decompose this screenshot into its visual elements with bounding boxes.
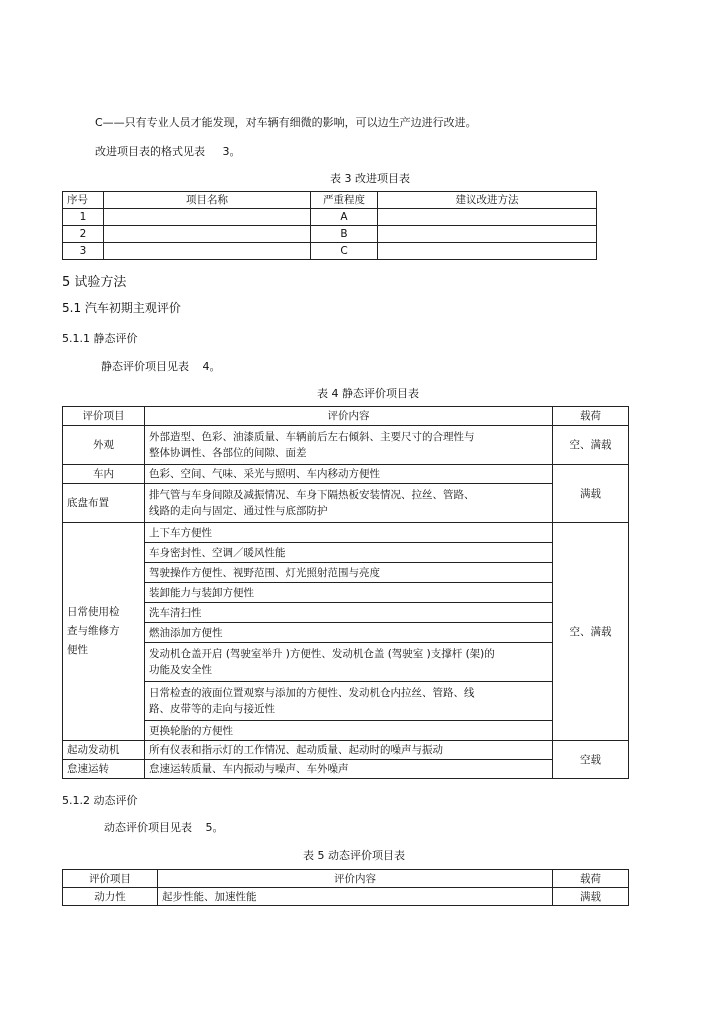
- table-cell: [378, 226, 597, 243]
- table-cell: [145, 484, 553, 523]
- table-cell: 洗车清扫性: [145, 603, 553, 623]
- table-cell: 装卸能力与装卸方便性: [145, 583, 553, 603]
- dynamic-evaluation-table: [62, 869, 629, 906]
- table3-ref-number: 3。: [222, 145, 241, 158]
- table-cell: 怠速运转质量、车内振动与噪声、车外噪声: [145, 760, 553, 779]
- table3-header-row: [63, 192, 597, 209]
- table-cell: [378, 243, 597, 260]
- paragraph-severity-c: C——只有专业人员才能发现，对车辆有细微的影响，可以边生产边进行改进。: [95, 116, 477, 129]
- section-5-1-2-heading: 5.1.2 动态评价: [62, 794, 138, 807]
- table-row: [63, 682, 629, 721]
- table4-ref-number: 4。: [202, 360, 221, 373]
- table4-header-cell: 载荷: [553, 407, 629, 426]
- table-row: [63, 465, 629, 484]
- table-cell: 2: [63, 226, 104, 243]
- table-cell: 满载: [553, 465, 629, 523]
- table-row: [63, 741, 629, 760]
- table-cell: 底盘布置: [63, 484, 145, 523]
- table4-header-cell: 评价内容: [145, 407, 553, 426]
- paragraph-table3-ref: [95, 143, 241, 159]
- content-line: 整体协调性、各部位的间隙、面差: [149, 447, 307, 459]
- table-row: [63, 643, 629, 682]
- table5-caption: 表 5 动态评价项目表: [303, 849, 405, 862]
- table4-caption: 表 4 静态评价项目表: [317, 387, 419, 400]
- table-cell: 所有仪表和指示灯的工作情况、起动质量、起动时的噪声与振动: [145, 741, 553, 760]
- table3-header-cell: 序号: [63, 192, 104, 209]
- table-row: [63, 603, 629, 623]
- table-cell: 驾驶操作方便性、视野范围、灯光照射范围与亮度: [145, 563, 553, 583]
- paragraph-table4-ref: [101, 358, 221, 374]
- table5-ref-text: 动态评价项目见表: [104, 821, 192, 834]
- table5-header-cell: 评价内容: [158, 870, 553, 888]
- content-line: 线路的走向与固定、通过性与底部防护: [149, 505, 328, 517]
- table-cell: 上下车方便性: [145, 523, 553, 543]
- table-cell: 色彩、空间、气味、采光与照明、车内移动方便性: [145, 465, 553, 484]
- table-cell: 空载: [553, 741, 629, 779]
- content-line: 便性: [67, 644, 88, 656]
- table-cell: [145, 643, 553, 682]
- table-cell: [104, 209, 311, 226]
- table-cell: 动力性: [63, 888, 158, 906]
- table5-header-row: [63, 870, 629, 888]
- table-cell: [104, 243, 311, 260]
- table-cell: 怠速运转: [63, 760, 145, 779]
- table-cell: [145, 426, 553, 465]
- table-row: [63, 623, 629, 643]
- table3-header-cell: 建议改进方法: [378, 192, 597, 209]
- table-cell: [145, 682, 553, 721]
- table-cell: 满载: [553, 888, 629, 906]
- improvement-table: [62, 191, 597, 260]
- content-line: 发动机仓盖开启 (驾驶室举升 )方便性、发动机仓盖 (驾驶室 )支撑杆 (架)的: [149, 648, 495, 660]
- table-cell: [63, 523, 145, 741]
- table-cell: 外观: [63, 426, 145, 465]
- table-cell: 车内: [63, 465, 145, 484]
- table-row: [63, 484, 629, 523]
- section-5-1-heading: 5.1 汽车初期主观评价: [62, 301, 181, 315]
- content-line: 日常检查的液面位置观察与添加的方便性、发动机仓内拉丝、管路、线: [149, 687, 475, 699]
- content-line: 路、皮带等的走向与接近性: [149, 703, 275, 715]
- table-row: [63, 543, 629, 563]
- table-cell: 更换轮胎的方便性: [145, 721, 553, 741]
- table-row: [63, 563, 629, 583]
- table-row: [63, 721, 629, 741]
- table-cell: [104, 226, 311, 243]
- table3-header-cell: 项目名称: [104, 192, 311, 209]
- table-row: [63, 760, 629, 779]
- table-row: [63, 888, 629, 906]
- content-line: 排气管与车身间隙及减振情况、车身下隔热板安装情况、拉丝、管路、: [149, 489, 475, 501]
- table-cell: C: [311, 243, 378, 260]
- content-line: 外部造型、色彩、油漆质量、车辆前后左右倾斜、主要尺寸的合理性与: [149, 431, 475, 443]
- content-line: 功能及安全性: [149, 664, 212, 676]
- table-cell: B: [311, 226, 378, 243]
- table-cell: [378, 209, 597, 226]
- table-cell: 燃油添加方便性: [145, 623, 553, 643]
- table-cell: A: [311, 209, 378, 226]
- table-row: [63, 209, 597, 226]
- static-evaluation-table: [62, 406, 629, 779]
- table3-header-cell: 严重程度: [311, 192, 378, 209]
- table-cell: 空、满载: [553, 426, 629, 465]
- section-5-1-1-heading: 5.1.1 静态评价: [62, 332, 138, 345]
- table5-ref-number: 5。: [205, 821, 224, 834]
- content-line: 日常使用检: [67, 606, 120, 618]
- table-cell: 空、满载: [553, 523, 629, 741]
- table-cell: 3: [63, 243, 104, 260]
- table-cell: 起动发动机: [63, 741, 145, 760]
- table4-ref-text: 静态评价项目见表: [101, 360, 189, 373]
- table-row: [63, 426, 629, 465]
- paragraph-table5-ref: [104, 819, 224, 835]
- content-line: 查与维修方: [67, 625, 120, 637]
- table-row: [63, 226, 597, 243]
- table3-caption: 表 3 改进项目表: [330, 172, 410, 185]
- table5-header-cell: 载荷: [553, 870, 629, 888]
- table-cell: 1: [63, 209, 104, 226]
- table-cell: 车身密封性、空调／暖风性能: [145, 543, 553, 563]
- table5-header-cell: 评价项目: [63, 870, 158, 888]
- table4-header-row: [63, 407, 629, 426]
- table-row: [63, 243, 597, 260]
- section-5-heading: 5 试验方法: [62, 275, 127, 290]
- table-cell: 起步性能、加速性能: [158, 888, 553, 906]
- table-row: [63, 523, 629, 543]
- table4-header-cell: 评价项目: [63, 407, 145, 426]
- table3-ref-text: 改进项目表的格式见表: [95, 145, 205, 158]
- table-row: [63, 583, 629, 603]
